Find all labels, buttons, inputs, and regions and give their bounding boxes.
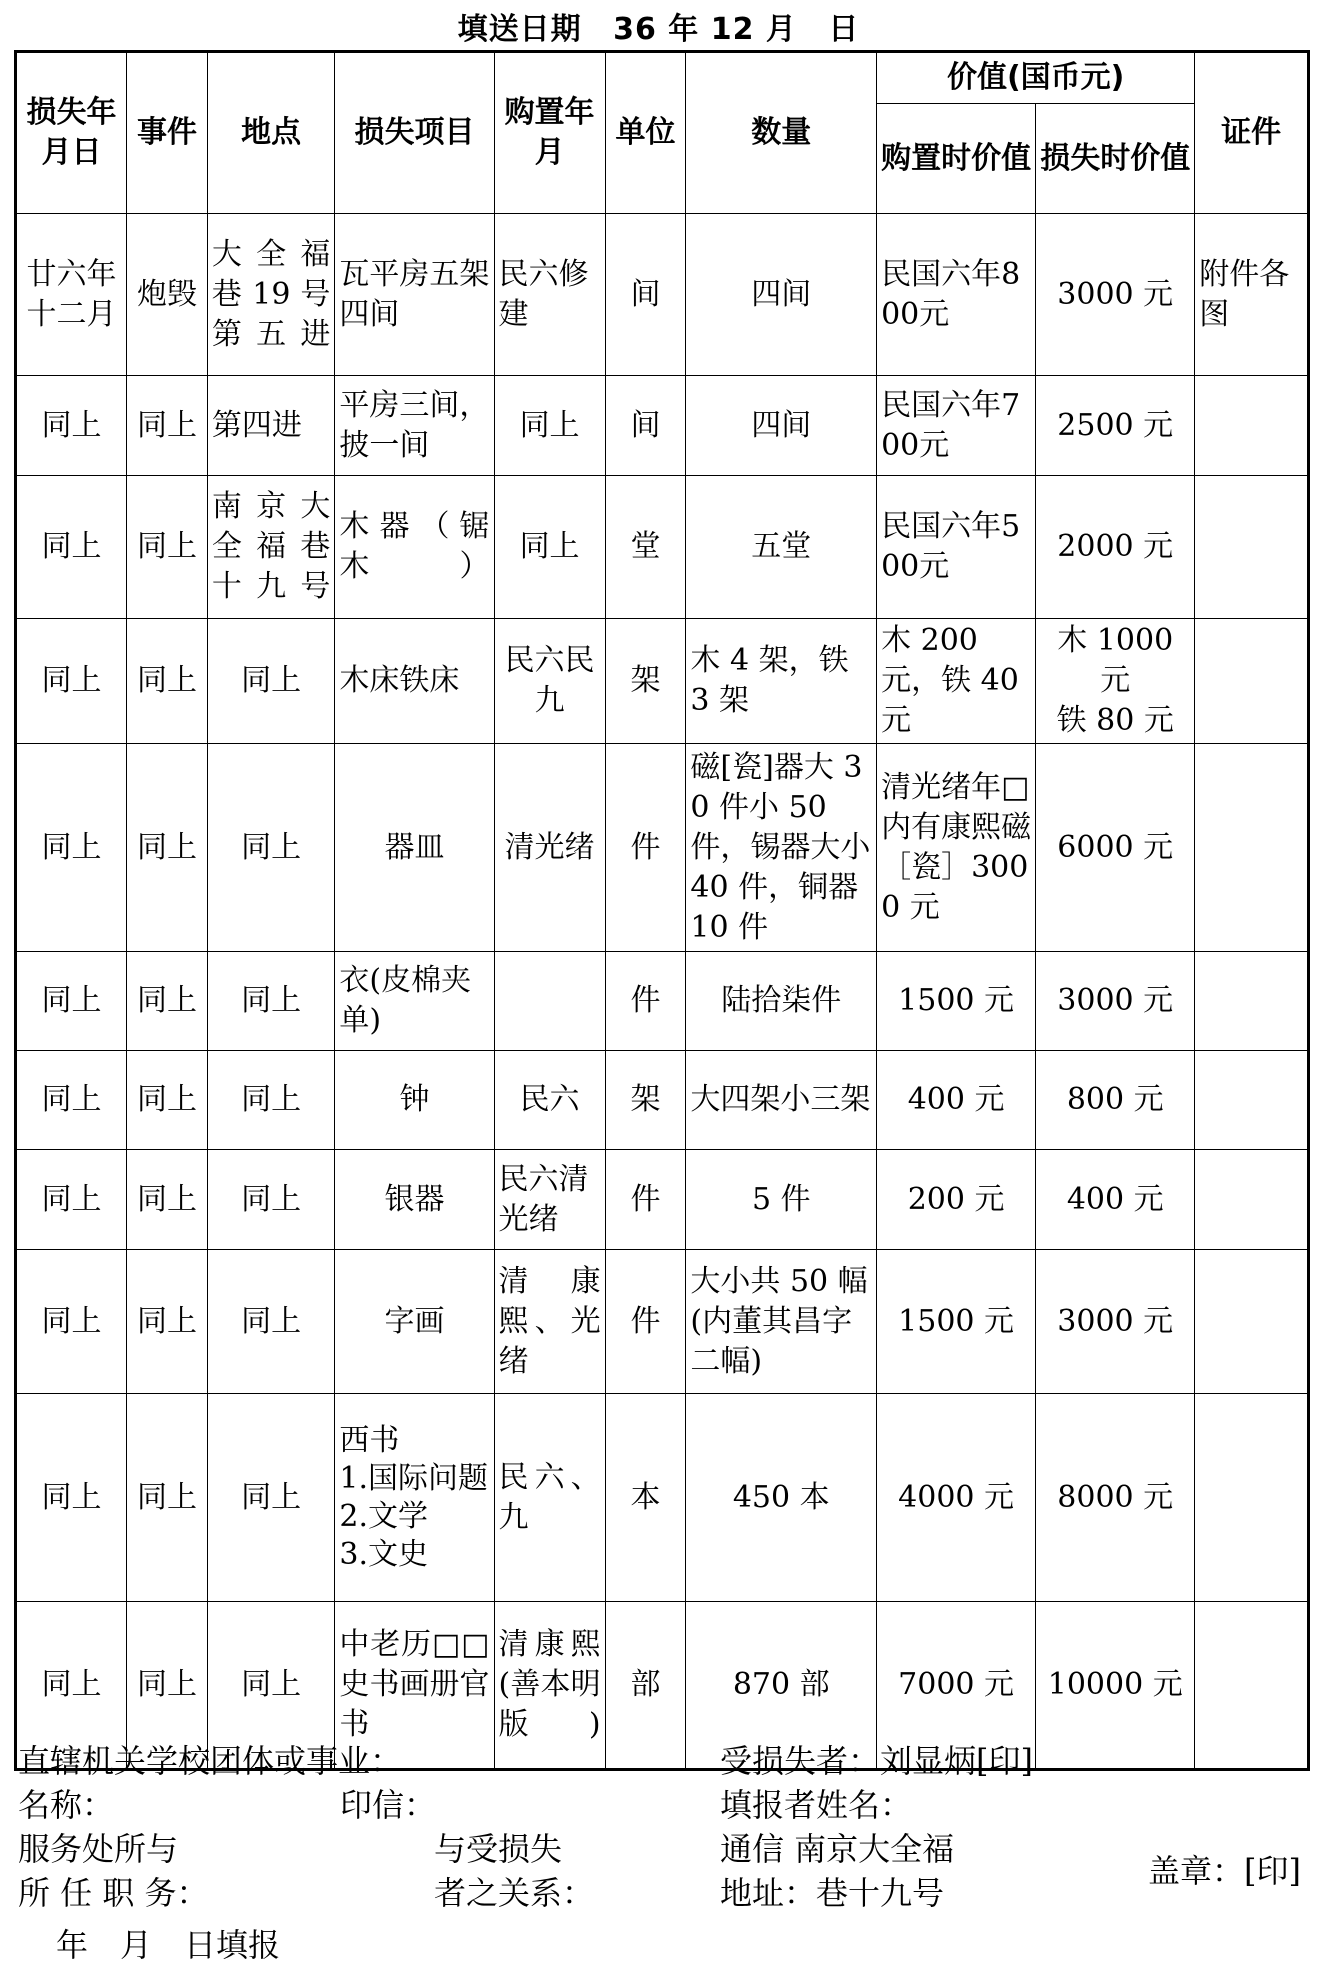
cell-place: 同上 — [207, 1051, 335, 1150]
cell-value-loss: 10000 元 — [1036, 1602, 1195, 1770]
cell-item: 平房三间，披一间 — [335, 376, 494, 476]
cell-item: 瓦平房五架四间 — [335, 214, 494, 376]
cell-quantity: 四间 — [686, 214, 877, 376]
header-loss-date: 损失年月日 — [16, 52, 127, 214]
cell-purchase-date: 民六民九 — [494, 619, 605, 744]
cell-purchase-date: 同上 — [494, 376, 605, 476]
cell-value-loss: 3000 元 — [1036, 1250, 1195, 1394]
table-row — [16, 1051, 1309, 1150]
table-row — [16, 1394, 1309, 1602]
cell-event: 同上 — [127, 1602, 208, 1770]
cell-evidence — [1195, 476, 1309, 619]
cell-evidence — [1195, 619, 1309, 744]
cell-loss-date: 同上 — [16, 1250, 127, 1394]
cell-value-loss: 2000 元 — [1036, 476, 1195, 619]
cell-loss-date: 同上 — [16, 1150, 127, 1250]
cell-unit: 间 — [605, 214, 686, 376]
cell-value-loss: 8000 元 — [1036, 1394, 1195, 1602]
cell-evidence — [1195, 1150, 1309, 1250]
cell-place: 大全福巷 19 号第五进 — [207, 214, 335, 376]
cell-value-loss: 3000 元 — [1036, 214, 1195, 376]
cell-quantity: 磁[瓷]器大 30 件小 50 件，锡器大小 40 件，铜器 10 件 — [686, 744, 877, 952]
fill-date-header — [0, 4, 1317, 48]
header-purchase-date: 购置年月 — [494, 52, 605, 214]
table-row — [16, 1150, 1309, 1250]
header-unit: 单位 — [605, 52, 686, 214]
table-row — [16, 476, 1309, 619]
loss-table — [14, 50, 1310, 1771]
cell-purchase-date: 民六修建 — [494, 214, 605, 376]
cell-purchase-date: 清康熙、光绪 — [494, 1250, 605, 1394]
cell-value-loss: 2500 元 — [1036, 376, 1195, 476]
cell-evidence — [1195, 1051, 1309, 1150]
cell-item: 衣(皮棉夹单) — [335, 952, 494, 1051]
cell-purchase-date: 同上 — [494, 476, 605, 619]
cell-purchase-date: 清康熙(善本明版) — [494, 1602, 605, 1770]
cell-quantity: 陆拾柒件 — [686, 952, 877, 1051]
org-name-label: 名称： — [18, 1786, 115, 1824]
victim-name: 受损失者：刘显炳[印] — [720, 1742, 1033, 1780]
cell-value-purchase: 民国六年800元 — [877, 214, 1036, 376]
cell-place: 同上 — [207, 952, 335, 1051]
cell-quantity: 四间 — [686, 376, 877, 476]
cell-value-loss: 木 1000 元 铁 80 元 — [1036, 619, 1195, 744]
cell-loss-date: 同上 — [16, 952, 127, 1051]
header-value-loss: 损失时价值 — [1036, 104, 1195, 214]
cell-value-purchase: 400 元 — [877, 1051, 1036, 1150]
cell-value-loss: 800 元 — [1036, 1051, 1195, 1150]
cell-item: 字画 — [335, 1250, 494, 1394]
cell-value-loss: 6000 元 — [1036, 744, 1195, 952]
cell-quantity: 大四架小三架 — [686, 1051, 877, 1150]
cell-unit: 架 — [605, 1051, 686, 1150]
cell-event: 同上 — [127, 744, 208, 952]
fill-date-label: 填送日期 — [457, 12, 582, 47]
stamp-label: 盖章：[印] — [1148, 1852, 1301, 1890]
cell-value-purchase: 清光绪年□内有康熙磁［瓷］3000 元 — [877, 744, 1036, 952]
cell-loss-date: 廿六年十二月 — [16, 214, 127, 376]
cell-evidence — [1195, 1250, 1309, 1394]
cell-event: 同上 — [127, 1394, 208, 1602]
cell-place: 同上 — [207, 744, 335, 952]
table-row — [16, 376, 1309, 476]
relation-label-1: 与受损失 — [434, 1830, 563, 1868]
cell-purchase-date — [494, 952, 605, 1051]
cell-evidence — [1195, 1394, 1309, 1602]
cell-evidence — [1195, 376, 1309, 476]
cell-loss-date: 同上 — [16, 619, 127, 744]
cell-event: 同上 — [127, 376, 208, 476]
fill-date-value: 36 年 12 月 — [613, 12, 797, 47]
cell-unit: 堂 — [605, 476, 686, 619]
cell-unit: 间 — [605, 376, 686, 476]
cell-quantity: 450 本 — [686, 1394, 877, 1602]
relation-label-2: 者之关系： — [434, 1874, 595, 1912]
address-line-2: 地址：巷十九号 — [720, 1874, 945, 1912]
cell-event: 同上 — [127, 619, 208, 744]
seal-label: 印信： — [340, 1786, 437, 1824]
cell-unit: 件 — [605, 1150, 686, 1250]
table-row — [16, 214, 1309, 376]
fill-date-day: 日 — [828, 12, 860, 47]
cell-quantity: 大小共 50 幅(内董其昌字二幅) — [686, 1250, 877, 1394]
cell-value-purchase: 民国六年500元 — [877, 476, 1036, 619]
cell-value-purchase: 200 元 — [877, 1150, 1036, 1250]
cell-value-loss: 400 元 — [1036, 1150, 1195, 1250]
cell-loss-date: 同上 — [16, 1602, 127, 1770]
cell-item: 器皿 — [335, 744, 494, 952]
cell-place: 南京大全福巷十九号 — [207, 476, 335, 619]
cell-place: 同上 — [207, 619, 335, 744]
cell-loss-date: 同上 — [16, 1394, 127, 1602]
cell-purchase-date: 民六 — [494, 1051, 605, 1150]
cell-item: 木器（锯木） — [335, 476, 494, 619]
cell-evidence — [1195, 744, 1309, 952]
cell-event: 同上 — [127, 952, 208, 1051]
cell-event: 同上 — [127, 1051, 208, 1150]
cell-item: 西书 1.国际问题 2.文学 3.文史 — [335, 1394, 494, 1602]
cell-value-purchase: 4000 元 — [877, 1394, 1036, 1602]
cell-unit: 件 — [605, 744, 686, 952]
cell-quantity: 木 4 架，铁 3 架 — [686, 619, 877, 744]
form-footer — [18, 1738, 1308, 1968]
header-place: 地点 — [207, 52, 335, 214]
header-evidence: 证件 — [1195, 52, 1309, 214]
cell-value-purchase: 1500 元 — [877, 1250, 1036, 1394]
cell-event: 同上 — [127, 1250, 208, 1394]
service-position-label: 所 任 职 务： — [18, 1874, 209, 1912]
cell-loss-date: 同上 — [16, 476, 127, 619]
cell-value-purchase: 1500 元 — [877, 952, 1036, 1051]
cell-purchase-date: 清光绪 — [494, 744, 605, 952]
cell-item: 木床铁床 — [335, 619, 494, 744]
cell-value-purchase: 民国六年700元 — [877, 376, 1036, 476]
cell-unit: 本 — [605, 1394, 686, 1602]
cell-event: 同上 — [127, 476, 208, 619]
address-line-1: 通信 南京大全福 — [720, 1830, 955, 1868]
service-place-label: 服务处所与 — [18, 1830, 179, 1868]
cell-quantity: 870 部 — [686, 1602, 877, 1770]
header-value-group: 价值(国币元) — [877, 52, 1195, 104]
cell-unit: 件 — [605, 952, 686, 1051]
header-value-purchase: 购置时价值 — [877, 104, 1036, 214]
header-quantity: 数量 — [686, 52, 877, 214]
cell-event: 同上 — [127, 1150, 208, 1250]
cell-evidence: 附件各图 — [1195, 214, 1309, 376]
cell-unit: 架 — [605, 619, 686, 744]
cell-place: 同上 — [207, 1150, 335, 1250]
cell-item: 中老历□□史书画册官书 — [335, 1602, 494, 1770]
cell-evidence — [1195, 952, 1309, 1051]
cell-item: 钟 — [335, 1051, 494, 1150]
cell-quantity: 5 件 — [686, 1150, 877, 1250]
cell-value-purchase: 木 200 元，铁 40 元 — [877, 619, 1036, 744]
cell-purchase-date: 民六清光绪 — [494, 1150, 605, 1250]
cell-place: 第四进 — [207, 376, 335, 476]
cell-value-purchase: 7000 元 — [877, 1602, 1036, 1770]
cell-quantity: 五堂 — [686, 476, 877, 619]
table-row — [16, 1250, 1309, 1394]
cell-place: 同上 — [207, 1602, 335, 1770]
cell-unit: 件 — [605, 1250, 686, 1394]
cell-purchase-date: 民六、九 — [494, 1394, 605, 1602]
header-event: 事件 — [127, 52, 208, 214]
table-row — [16, 744, 1309, 952]
cell-unit: 部 — [605, 1602, 686, 1770]
fill-date-footer: 年 月 日填报 — [56, 1926, 281, 1964]
cell-loss-date: 同上 — [16, 1051, 127, 1150]
cell-loss-date: 同上 — [16, 744, 127, 952]
cell-event: 炮毁 — [127, 214, 208, 376]
header-item: 损失项目 — [335, 52, 494, 214]
cell-item: 银器 — [335, 1150, 494, 1250]
table-row — [16, 619, 1309, 744]
cell-place: 同上 — [207, 1394, 335, 1602]
table-row — [16, 952, 1309, 1051]
reporter-name-label: 填报者姓名： — [720, 1786, 913, 1824]
cell-loss-date: 同上 — [16, 376, 127, 476]
cell-place: 同上 — [207, 1250, 335, 1394]
org-label: 直辖机关学校团体或事业： — [18, 1742, 403, 1780]
cell-value-loss: 3000 元 — [1036, 952, 1195, 1051]
